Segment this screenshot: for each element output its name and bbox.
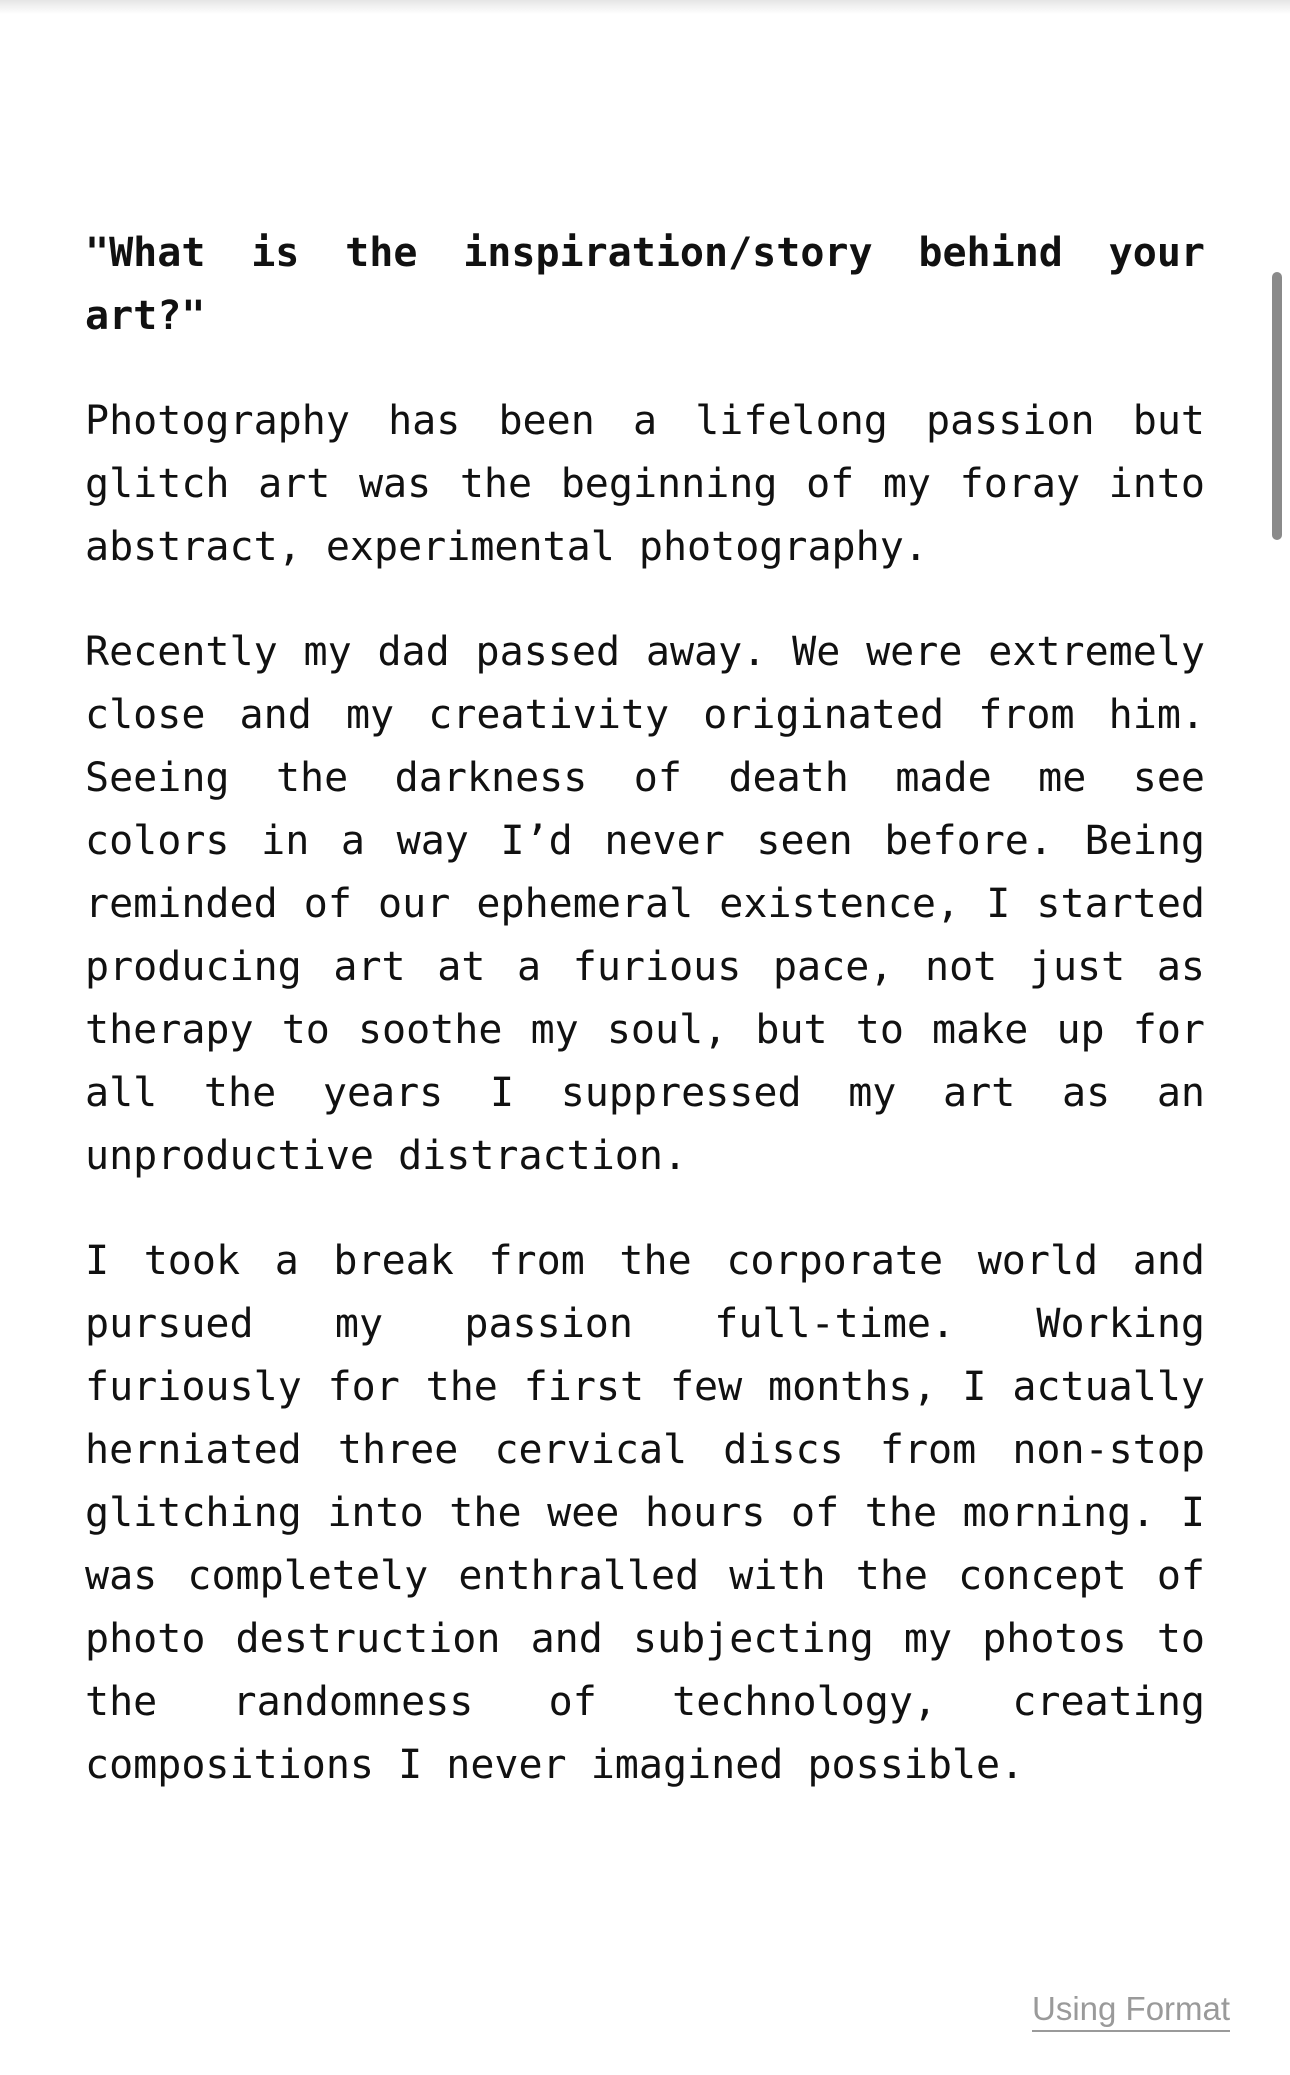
using-format-link[interactable]: Using Format	[1032, 1990, 1230, 2032]
scrollbar-thumb[interactable]	[1272, 272, 1282, 540]
article-body	[85, 222, 1205, 1839]
answer-paragraph-3: I took a break from the corporate world and pursued my passion full-time. Working furiously for the first few months, I actually herniated three cervical discs from non-stop glitching into the wee hours of the morning. I was completely enthralled with the concept of photo destruction and subjecting my photos to the randomness of technology, creating compositions I never imagined possible.	[85, 1238, 1205, 1788]
answer-paragraph-1: Photography has been a lifelong passion but glitch art was the beginning of my foray into abstract, experimental photography.	[85, 398, 1205, 570]
top-edge-shadow	[0, 0, 1290, 14]
answer-paragraph-2: Recently my dad passed away. We were extremely close and my creativity originated from him. Seeing the darkness of death made me see colors in a way I’d never seen before. Being reminded of our ephemeral existence, I started producing art at a furious pace, not just as therapy to soothe my soul, but to make up for all the years I suppressed my art as an unproductive distraction.	[85, 629, 1205, 1179]
interview-question: "What is the inspiration/story behind your art?"	[85, 230, 1205, 339]
